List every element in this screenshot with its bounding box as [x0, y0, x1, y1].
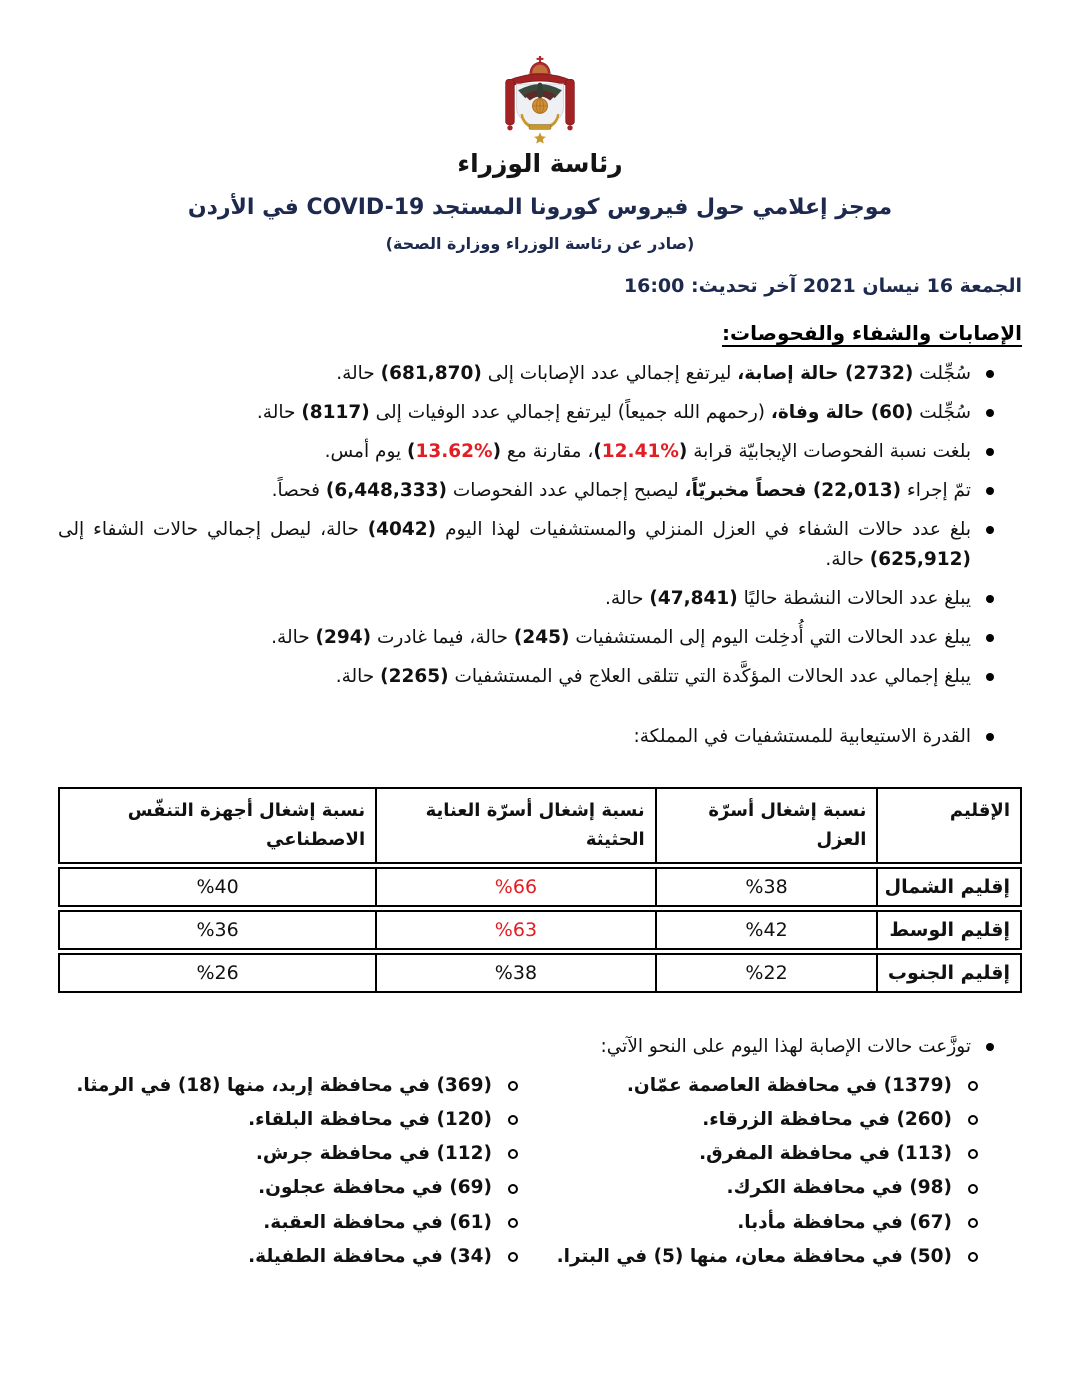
governorate-case-item — [518, 1176, 978, 1200]
text-segment: (2732) حالة إصابة، — [737, 363, 914, 385]
document-header — [58, 0, 1022, 297]
logo-caption: رئاسة الوزراء — [457, 149, 623, 178]
stat-bullet-text — [58, 515, 971, 575]
circle-bullet-icon — [508, 1184, 518, 1194]
governorate-case-text: (113) في محافظة المفرق. — [699, 1143, 952, 1165]
governorate-case-text: (34) في محافظة الطفيلة. — [248, 1245, 492, 1267]
stat-bullet-text — [336, 359, 971, 389]
highlight-red-value: %12.41 — [601, 441, 679, 463]
capacity-value-cell: %42 — [656, 910, 878, 950]
text-segment: بلغ عدد حالات الشفاء في العزل المنزلي والمستشفيات لهذا اليوم — [436, 518, 971, 540]
capacity-value-cell: %40 — [58, 867, 376, 907]
capacity-value-cell: %38 — [656, 867, 878, 907]
circle-bullet-icon — [508, 1081, 518, 1091]
stat-bullet-item — [58, 359, 1022, 389]
governorate-case-item — [58, 1245, 518, 1269]
text-segment: يبلغ إجمالي عدد الحالات المؤكَّدة التي تتلقى العلاج في المستشفيات — [448, 665, 971, 687]
capacity-value-cell: %38 — [376, 953, 656, 993]
bullet-dot-icon — [986, 673, 994, 681]
text-segment: سُجِّلت — [913, 363, 971, 385]
governorate-case-item — [518, 1211, 978, 1235]
hospital-capacity-table — [58, 784, 1022, 997]
capacity-header-cell: الإقليم — [877, 787, 1022, 865]
bullet-dot-icon — [986, 595, 994, 603]
text-segment: يبلغ عدد الحالات التي أُدخِلت اليوم إلى المستشفيات — [569, 626, 971, 648]
stat-bullet-text — [271, 623, 971, 653]
text-segment: حالة. — [335, 665, 381, 687]
text-segment: (رحمهم الله جميعاً) ليرتفع إجمالي عدد الوفيات إلى — [369, 402, 771, 424]
governorate-case-item — [518, 1245, 978, 1269]
text-segment: ، مقارنة مع — [501, 441, 594, 463]
capacity-value-cell: %36 — [58, 910, 376, 950]
text-segment: حالة. — [256, 402, 302, 424]
governorate-case-item — [518, 1108, 978, 1132]
governorate-case-text: (369) في محافظة إربد، منها (18) في الرمثا. — [76, 1075, 492, 1097]
stat-bullet-item — [58, 662, 1022, 692]
governorate-case-text: (69) في محافظة عجلون. — [258, 1177, 492, 1199]
region-name-cell: إقليم الجنوب — [877, 953, 1022, 993]
stat-bullet-text — [257, 398, 971, 428]
text-segment: حالة، ليصل إجمالي حالات الشفاء إلى — [58, 518, 368, 540]
text-segment: حالة. — [336, 363, 381, 385]
text-segment: ( — [678, 441, 688, 463]
circle-bullet-icon — [968, 1081, 978, 1091]
page-title: موجز إعلامي حول فيروس كورونا المستجد COVID-19 في الأردن — [187, 194, 893, 220]
section-heading-stats: الإصابات والشفاء والفحوصات: — [722, 321, 1022, 346]
text-segment: (294) — [315, 626, 372, 648]
governorate-columns — [58, 1074, 1022, 1278]
capacity-intro-text: القدرة الاستيعابية للمستشفيات في المملكة: — [633, 725, 971, 747]
governorate-case-text: (112) في محافظة جرش. — [255, 1143, 492, 1165]
highlight-red-value: %13.62 — [415, 441, 493, 463]
stat-bullet-item — [58, 398, 1022, 428]
capacity-intro-row — [58, 722, 1022, 752]
text-segment: (22,013) فحصاً مخبريّاً، — [684, 480, 902, 501]
circle-bullet-icon — [968, 1184, 978, 1194]
text-segment: (625,912) — [869, 548, 971, 570]
bullet-dot-icon — [986, 733, 994, 741]
circle-bullet-icon — [508, 1149, 518, 1159]
capacity-row — [58, 953, 1022, 993]
region-name-cell: إقليم الشمال — [877, 867, 1022, 907]
stat-bullet-text — [272, 476, 971, 506]
stat-bullet-item — [58, 623, 1022, 653]
capacity-value-cell: %63 — [376, 910, 656, 950]
capacity-header-cell: نسبة إشغال أجهزة التنفّس الاصطناعي — [58, 787, 376, 865]
text-segment: (2265) — [380, 665, 449, 687]
governorate-case-text: (98) في محافظة الكرك. — [726, 1177, 952, 1199]
text-segment: ) — [593, 441, 602, 463]
text-segment: (47,841) — [649, 587, 738, 609]
text-segment: حالة. — [604, 587, 650, 609]
text-segment: حالة، فيما غادرت — [371, 626, 514, 648]
circle-bullet-icon — [968, 1149, 978, 1159]
text-segment: (4042) — [367, 518, 437, 540]
text-segment: ( — [492, 441, 502, 463]
governorate-column-right — [518, 1074, 978, 1278]
governorate-column-left — [58, 1074, 518, 1278]
stat-bullet-item — [58, 584, 1022, 614]
capacity-value-cell: %26 — [58, 953, 376, 993]
distribution-intro-text: توزَّعت حالات الإصابة لهذا اليوم على النحو الآتي: — [600, 1036, 971, 1058]
stat-bullet-item — [58, 437, 1022, 467]
stat-bullet-text — [336, 662, 971, 692]
bullet-dot-icon — [986, 487, 994, 495]
text-segment: يبلغ عدد الحالات النشطة حاليًا — [737, 587, 971, 609]
governorate-case-item — [518, 1074, 978, 1098]
stat-bullet-text — [325, 437, 971, 467]
text-segment: ليصبح إجمالي عدد الفحوصات — [447, 480, 685, 501]
capacity-value-cell: %66 — [376, 867, 656, 907]
bullet-dot-icon — [986, 1043, 994, 1051]
text-segment: (6,448,333) — [325, 480, 447, 501]
bullet-dot-icon — [986, 409, 994, 417]
page-subtitle: (صادر عن رئاسة الوزراء ووزارة الصحة) — [385, 234, 695, 254]
jordan-coat-of-arms-icon — [492, 56, 588, 148]
capacity-header-cell: نسبة إشغال أسرّة العناية الحثيثة — [376, 787, 656, 865]
text-segment: بلغت نسبة الفحوصات الإيجابيّة قرابة — [687, 441, 971, 463]
text-segment: ) — [407, 441, 416, 463]
circle-bullet-icon — [968, 1252, 978, 1262]
text-segment: (8117) — [301, 402, 370, 424]
stat-bullet-item — [58, 515, 1022, 575]
distribution-intro-row — [58, 1032, 1022, 1062]
text-segment: ليرتفع إجمالي عدد الإصابات إلى — [481, 363, 738, 385]
governorate-case-text: (260) في محافظة الزرقاء. — [702, 1109, 952, 1131]
stat-bullet-text — [605, 584, 971, 614]
governorate-case-item — [58, 1176, 518, 1200]
circle-bullet-icon — [508, 1252, 518, 1262]
stats-bullet-list — [58, 359, 1022, 692]
circle-bullet-icon — [508, 1218, 518, 1228]
governorate-case-item — [58, 1108, 518, 1132]
capacity-value-cell: %22 — [656, 953, 878, 993]
governorate-case-item — [58, 1142, 518, 1166]
text-segment: فحصاً. — [271, 480, 326, 501]
governorate-case-text: (50) في محافظة معان، منها (5) في البترا. — [556, 1245, 952, 1267]
governorate-case-item — [518, 1142, 978, 1166]
capacity-header-cell: نسبة إشغال أسرّة العزل — [656, 787, 878, 865]
governorate-case-text: (67) في محافظة مأدبا. — [737, 1211, 952, 1233]
text-segment: حالة. — [825, 548, 870, 570]
date-line: الجمعة 16 نيسان 2021 آخر تحديث: 16:00 — [623, 275, 1022, 298]
governorate-case-text: (61) في محافظة العقبة. — [263, 1211, 492, 1233]
bullet-dot-icon — [986, 370, 994, 378]
governorate-case-text: (1379) في محافظة العاصمة عمّان. — [626, 1075, 952, 1097]
governorate-case-item — [58, 1211, 518, 1235]
text-segment: (60) حالة وفاة، — [770, 402, 914, 424]
text-segment: حالة. — [271, 626, 316, 648]
capacity-row — [58, 910, 1022, 950]
stat-bullet-item — [58, 476, 1022, 506]
capacity-header-row — [58, 787, 1022, 865]
governorate-case-item — [58, 1074, 518, 1098]
circle-bullet-icon — [968, 1218, 978, 1228]
text-segment: (681,870) — [380, 363, 482, 385]
text-segment: سُجِّلت — [913, 402, 971, 424]
circle-bullet-icon — [968, 1115, 978, 1125]
emblem-container — [58, 0, 1022, 148]
circle-bullet-icon — [508, 1115, 518, 1125]
text-segment: يوم أمس. — [324, 441, 408, 463]
bullet-dot-icon — [986, 634, 994, 642]
bullet-dot-icon — [986, 448, 994, 456]
text-segment: (245) — [513, 626, 570, 648]
region-name-cell: إقليم الوسط — [877, 910, 1022, 950]
capacity-row — [58, 867, 1022, 907]
text-segment: تمّ إجراء — [901, 480, 971, 501]
bullet-dot-icon — [986, 526, 994, 534]
governorate-case-text: (120) في محافظة البلقاء. — [248, 1109, 492, 1131]
